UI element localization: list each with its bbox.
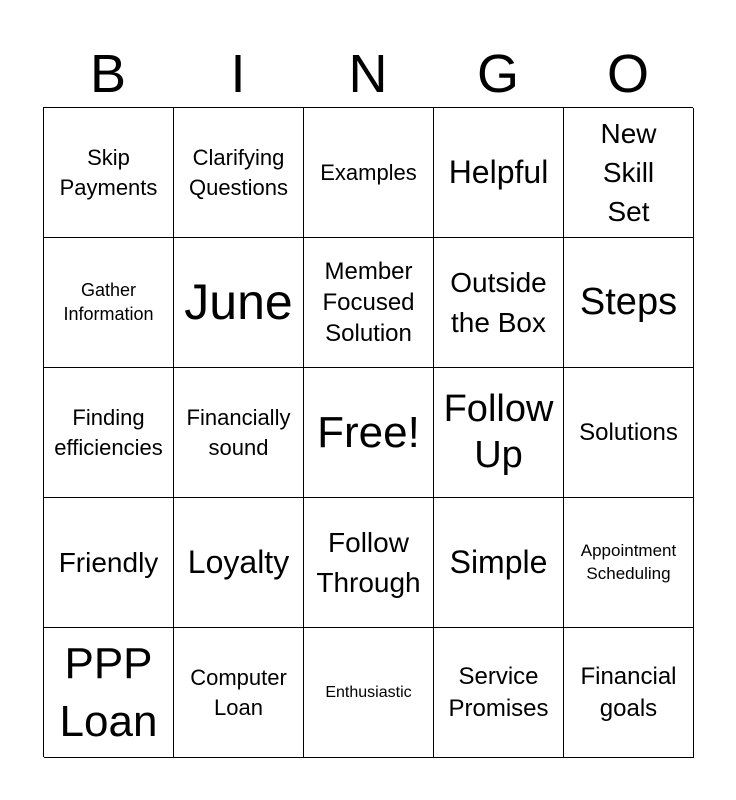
cell-label: Financial goals [580, 663, 677, 722]
cell-label: Friendly [58, 546, 159, 578]
bingo-cell-follow-up[interactable] [434, 368, 564, 498]
bingo-cell-free[interactable] [304, 368, 434, 498]
cell-label: Skip Payments [59, 145, 158, 200]
cell-label: Loyalty [187, 543, 290, 580]
header-letter-i: I [230, 44, 246, 104]
header-letter-g: G [476, 44, 519, 104]
cell-label: PPP Loan [59, 639, 158, 746]
bingo-cell-solutions[interactable] [564, 368, 694, 498]
cell-label: Solutions [579, 418, 678, 446]
bingo-cell-ppp-loan[interactable] [44, 628, 174, 758]
cell-label: June [184, 274, 293, 330]
bingo-cell-computer-loan[interactable] [174, 628, 304, 758]
cell-label: Service Promises [448, 663, 549, 722]
cell-label: Follow Through [316, 527, 421, 598]
header-letter-b: B [89, 44, 127, 104]
cell-label: Enthusiastic [325, 683, 412, 701]
bingo-header [43, 44, 693, 104]
header-letter-o: O [606, 44, 649, 104]
cell-label: Clarifying Questions [188, 145, 289, 200]
bingo-cell-financial-goals[interactable] [564, 628, 694, 758]
bingo-board [43, 107, 693, 757]
cell-label: Finding efficiencies [54, 405, 163, 460]
bingo-cell-appointment-scheduling[interactable] [564, 498, 694, 628]
bingo-cell-outside-the-box[interactable] [434, 238, 564, 368]
bingo-cell-service-promises[interactable] [434, 628, 564, 758]
bingo-cell-june[interactable] [174, 238, 304, 368]
bingo-cell-gather-information[interactable] [44, 238, 174, 368]
bingo-cell-finding-efficiencies[interactable] [44, 368, 174, 498]
cell-label: Gather Information [63, 280, 154, 324]
cell-label: Financially sound [186, 405, 291, 460]
bingo-cell-member-focused-solution[interactable] [304, 238, 434, 368]
bingo-cell-loyalty[interactable] [174, 498, 304, 628]
cell-label: Computer Loan [190, 665, 287, 720]
bingo-cell-financially-sound[interactable] [174, 368, 304, 498]
cell-label: Simple [449, 543, 548, 580]
bingo-cell-helpful[interactable] [434, 108, 564, 238]
bingo-cell-friendly[interactable] [44, 498, 174, 628]
cell-label: Examples [320, 159, 417, 185]
bingo-cell-enthusiastic[interactable] [304, 628, 434, 758]
header-letter-n: N [348, 44, 388, 104]
cell-label: Helpful [448, 153, 549, 190]
cell-label: Member Focused Solution [322, 257, 415, 348]
cell-label: Appointment Scheduling [580, 540, 677, 583]
bingo-cell-steps[interactable] [564, 238, 694, 368]
cell-label: Free! [317, 407, 420, 457]
cell-label: Steps [579, 280, 678, 323]
cell-label: New Skill Set [600, 117, 657, 228]
bingo-cell-follow-through[interactable] [304, 498, 434, 628]
bingo-cell-skip-payments[interactable] [44, 108, 174, 238]
cell-label: Outside the Box [450, 267, 547, 338]
bingo-cell-examples[interactable] [304, 108, 434, 238]
cell-label: Follow Up [443, 387, 554, 476]
bingo-cell-simple[interactable] [434, 498, 564, 628]
bingo-cell-clarifying-questions[interactable] [174, 108, 304, 238]
bingo-cell-new-skill-set[interactable] [564, 108, 694, 238]
